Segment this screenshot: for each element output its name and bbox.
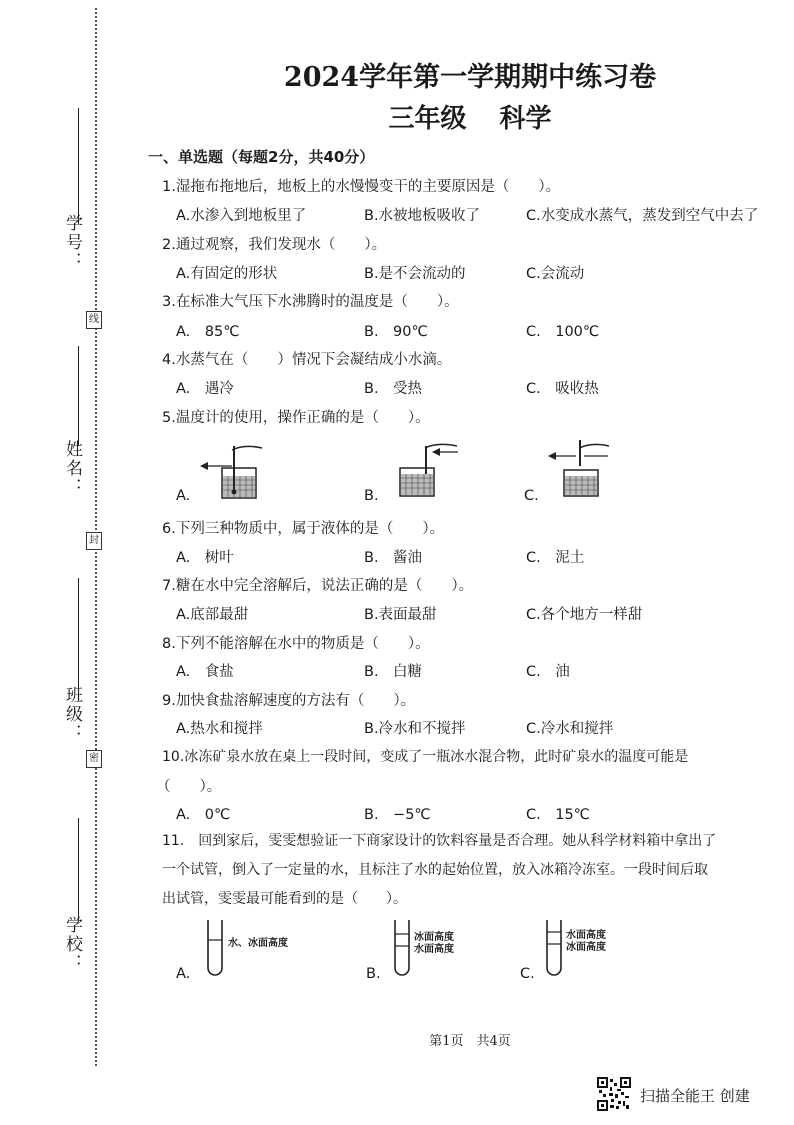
tube-c-top-label: 水面高度 — [566, 930, 606, 941]
qr-code-icon — [597, 1077, 631, 1111]
question-11-continued-2: 出试管，雯雯最可能看到的是（ ）。 — [162, 891, 407, 907]
question-3: 3.在标准大气压下水沸腾时的温度是（ ）。 — [162, 294, 459, 310]
section-heading: 一、单选题（每题2分，共40分） — [148, 148, 375, 166]
q8-option-a: A. 食盐 — [176, 664, 234, 680]
seal-line-mark: 线 — [86, 311, 102, 329]
question-7: 7.糖在水中完全溶解后，说法正确的是（ ）。 — [162, 578, 474, 594]
page-number: 第1页 共4页 — [429, 1034, 511, 1049]
q10-option-a: A. 0℃ — [176, 807, 231, 823]
q1-option-b: B.水被地板吸收了 — [364, 208, 481, 224]
thermometer-diagram-b — [392, 438, 472, 500]
question-5: 5.温度计的使用，操作正确的是（ ）。 — [162, 410, 430, 426]
tube-b-top-label: 冰面高度 — [414, 932, 454, 943]
q2-option-c: C.会流动 — [526, 266, 585, 282]
q2-option-b: B.是不会流动的 — [364, 266, 466, 282]
thermometer-diagram-c — [546, 434, 626, 500]
test-tube-diagram-c — [544, 920, 564, 978]
page-subtitle: 三年级 科学 — [388, 104, 552, 134]
q10-option-c: C. 15℃ — [526, 807, 590, 823]
student-id-label: 学号： — [62, 214, 82, 271]
test-tube-diagram-a — [205, 920, 225, 978]
q8-option-b: B. 白糖 — [364, 664, 423, 680]
q4-option-b: B. 受热 — [364, 381, 423, 397]
q5-option-c: C. — [524, 488, 539, 504]
student-id-line — [78, 108, 79, 224]
question-9: 9.加快食盐溶解速度的方法有（ ）。 — [162, 693, 416, 709]
school-line — [78, 818, 79, 922]
tube-a-label: 水、冰面高度 — [228, 938, 288, 949]
q10-option-b: B. −5℃ — [364, 807, 431, 823]
q2-option-a: A.有固定的形状 — [176, 266, 278, 282]
q7-option-c: C.各个地方一样甜 — [526, 607, 643, 623]
q11-option-a: A. — [176, 966, 191, 982]
q9-option-c: C.冷水和搅拌 — [526, 721, 614, 737]
q5-option-b: B. — [364, 488, 379, 504]
q7-option-a: A.底部最甜 — [176, 607, 249, 623]
q4-option-c: C. 吸收热 — [526, 381, 599, 397]
q8-option-c: C. 油 — [526, 664, 570, 680]
class-label: 班级： — [62, 686, 82, 743]
question-8: 8.下列不能溶解在水中的物质是（ ）。 — [162, 636, 430, 652]
q11-option-c: C. — [520, 966, 535, 982]
q7-option-b: B.表面最甜 — [364, 607, 437, 623]
question-1: 1.湿拖布拖地后，地板上的水慢慢变干的主要原因是（ ）。 — [162, 179, 561, 195]
tube-b-bottom-label: 水面高度 — [414, 944, 454, 955]
q11-option-b: B. — [366, 966, 381, 982]
q6-option-c: C. 泥土 — [526, 550, 585, 566]
q1-option-a: A.水渗入到地板里了 — [176, 208, 307, 224]
question-11: 11. 回到家后，雯雯想验证一下商家设计的饮料容量是否合理。她从科学材料箱中拿出了 — [162, 833, 717, 849]
q4-option-a: A. 遇冷 — [176, 381, 234, 397]
thermometer-diagram-a — [196, 440, 276, 502]
question-6: 6.下列三种物质中，属于液体的是（ ）。 — [162, 521, 445, 537]
test-tube-diagram-b — [392, 920, 412, 978]
scanner-watermark: 扫描全能王 创建 — [640, 1087, 750, 1105]
school-label: 学校： — [62, 916, 82, 973]
question-10: 10.冰冻矿泉水放在桌上一段时间，变成了一瓶冰水混合物，此时矿泉水的温度可能是 — [162, 749, 689, 765]
q3-option-c: C. 100℃ — [526, 324, 600, 340]
q6-option-b: B. 酱油 — [364, 550, 423, 566]
seal-secret-mark: 密 — [86, 750, 102, 768]
tube-c-bottom-label: 冰面高度 — [566, 942, 606, 953]
q3-option-b: B. 90℃ — [364, 324, 428, 340]
q6-option-a: A. 树叶 — [176, 550, 234, 566]
question-10-continued: （ ）。 — [156, 779, 222, 795]
question-11-continued: 一个试管，倒入了一定量的水，且标注了水的起始位置，放入冰箱冷冻室。一段时间后取 — [162, 862, 708, 878]
seal-seal-mark: 封 — [86, 532, 102, 550]
q9-option-b: B.冷水和不搅拌 — [364, 721, 466, 737]
name-line — [78, 346, 79, 446]
q3-option-a: A. 85℃ — [176, 324, 240, 340]
page-title: 2024学年第一学期期中练习卷 — [283, 62, 657, 93]
q9-option-a: A.热水和搅拌 — [176, 721, 263, 737]
question-4: 4.水蒸气在（ ）情况下会凝结成小水滴。 — [162, 352, 452, 368]
question-2: 2.通过观察，我们发现水（ ）。 — [162, 237, 387, 253]
class-line — [78, 578, 79, 690]
q1-option-c: C.水变成水蒸气，蒸发到空气中去了 — [526, 208, 759, 224]
name-label: 姓名： — [62, 440, 82, 497]
q5-option-a: A. — [176, 488, 191, 504]
